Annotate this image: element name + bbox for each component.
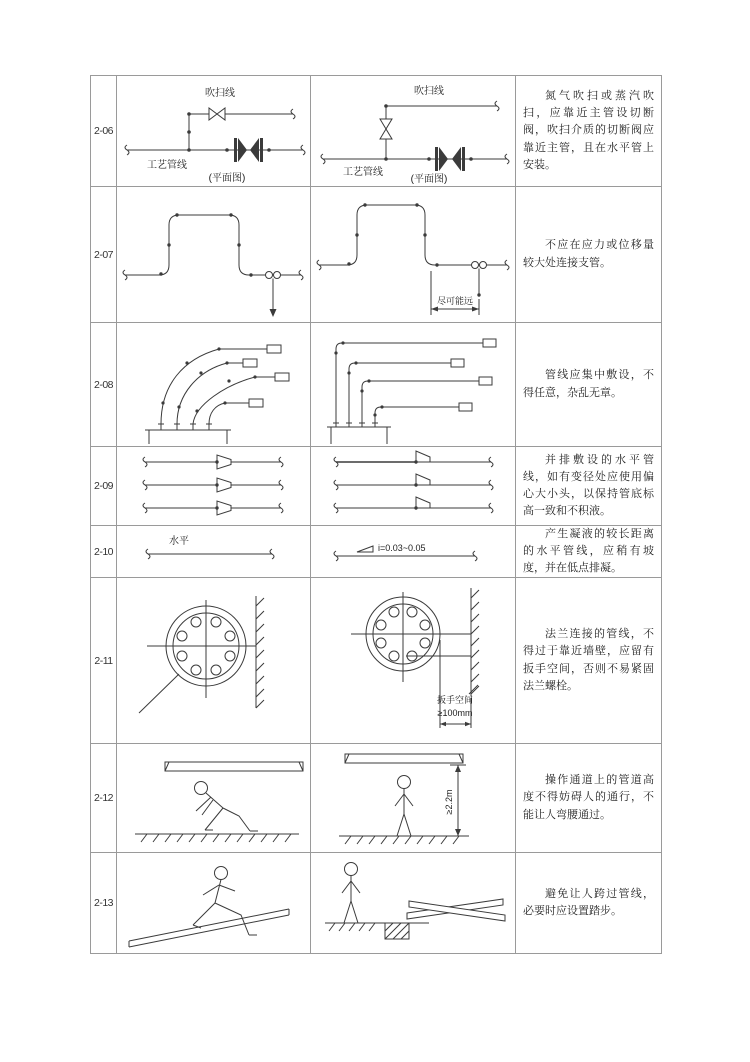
label-wrench-space: 扳手空间 xyxy=(436,695,474,705)
diagram-2-10-right xyxy=(311,526,516,577)
spec-row-2-06 xyxy=(91,76,661,187)
row-description-cell xyxy=(516,578,661,743)
row-description-cell xyxy=(516,853,661,953)
diagram-2-06-right xyxy=(311,76,516,186)
row-description: 避免让人跨过管线，必要时应设置踏步。 xyxy=(523,887,654,917)
row-description-cell xyxy=(516,447,661,525)
spec-row-2-12 xyxy=(91,744,661,853)
diagram-2-06-left xyxy=(117,76,311,186)
label-purge-line: 吹扫线 xyxy=(205,88,235,99)
row-description-cell xyxy=(516,744,661,852)
label-horizontal: 水平 xyxy=(169,536,189,547)
label-purge-line: 吹扫线 xyxy=(414,86,444,97)
row-description: 氮气吹扫或蒸汽吹扫，应靠近主管设切断阀，吹扫介质的切断阀应靠近主管，且在水平管上安装。 xyxy=(523,90,654,171)
row-description-cell xyxy=(516,187,661,322)
spec-row-2-09 xyxy=(91,447,661,526)
row-description-cell xyxy=(516,323,661,446)
label-process-line: 工艺管线 xyxy=(147,160,187,171)
spec-row-2-10 xyxy=(91,526,661,578)
label-plan-view: (平面图) xyxy=(410,174,448,184)
row-id: 2-07 xyxy=(91,187,117,322)
diagram-2-09-right xyxy=(311,447,516,525)
diagram-2-08-right xyxy=(311,323,516,446)
label-slope: i=0.03~0.05 xyxy=(378,543,426,553)
diagram-2-10-left xyxy=(117,526,311,577)
row-description: 并排敷设的水平管线，如有变径处应使用偏心大小头，以保持管底标高一致和不积液。 xyxy=(523,453,654,518)
label-min-height: ≥2.2m xyxy=(444,789,454,815)
row-id: 2-06 xyxy=(91,76,117,186)
spec-row-2-08 xyxy=(91,323,661,447)
row-id: 2-08 xyxy=(91,323,117,446)
row-description: 操作通道上的管道高度不得妨碍人的通行，不能让人弯腰通过。 xyxy=(523,774,654,821)
spec-row-2-07 xyxy=(91,187,661,323)
spec-table xyxy=(90,75,662,954)
row-description-cell xyxy=(516,76,661,186)
spec-row-2-11 xyxy=(91,578,661,744)
label-clearance-value: ≥100mm xyxy=(437,708,473,718)
diagram-2-07-right xyxy=(311,187,516,322)
row-description: 法兰连接的管线，不得过于靠近墙壁，应留有扳手空间，否则不易紧固法兰螺栓。 xyxy=(523,628,654,692)
row-id: 2-13 xyxy=(91,853,117,953)
row-id: 2-11 xyxy=(91,578,117,743)
row-description: 不应在应力或位移量较大处连接支管。 xyxy=(523,239,654,269)
label-plan-view: (平面图) xyxy=(208,173,246,184)
row-id: 2-12 xyxy=(91,744,117,852)
row-description: 管线应集中敷设，不得任意，杂乱无章。 xyxy=(523,369,654,399)
diagram-2-08-left xyxy=(117,323,311,446)
diagram-2-13-right xyxy=(311,853,516,953)
label-process-line: 工艺管线 xyxy=(343,167,383,178)
row-id: 2-10 xyxy=(91,526,117,577)
diagram-2-13-left xyxy=(117,853,311,953)
row-id: 2-09 xyxy=(91,447,117,525)
diagram-2-12-left xyxy=(117,744,311,852)
diagram-2-09-left xyxy=(117,447,311,525)
diagram-2-11-right xyxy=(311,578,516,743)
diagram-2-11-left xyxy=(117,578,311,743)
spec-row-2-13 xyxy=(91,853,661,953)
row-description-cell xyxy=(516,526,661,577)
diagram-2-12-right xyxy=(311,744,516,852)
diagram-2-07-left xyxy=(117,187,311,322)
row-description: 产生凝液的较长距离的水平管线，应稍有坡度，并在低点排凝。 xyxy=(523,527,654,575)
label-as-far-as-possible: 尽可能远 xyxy=(436,296,474,306)
